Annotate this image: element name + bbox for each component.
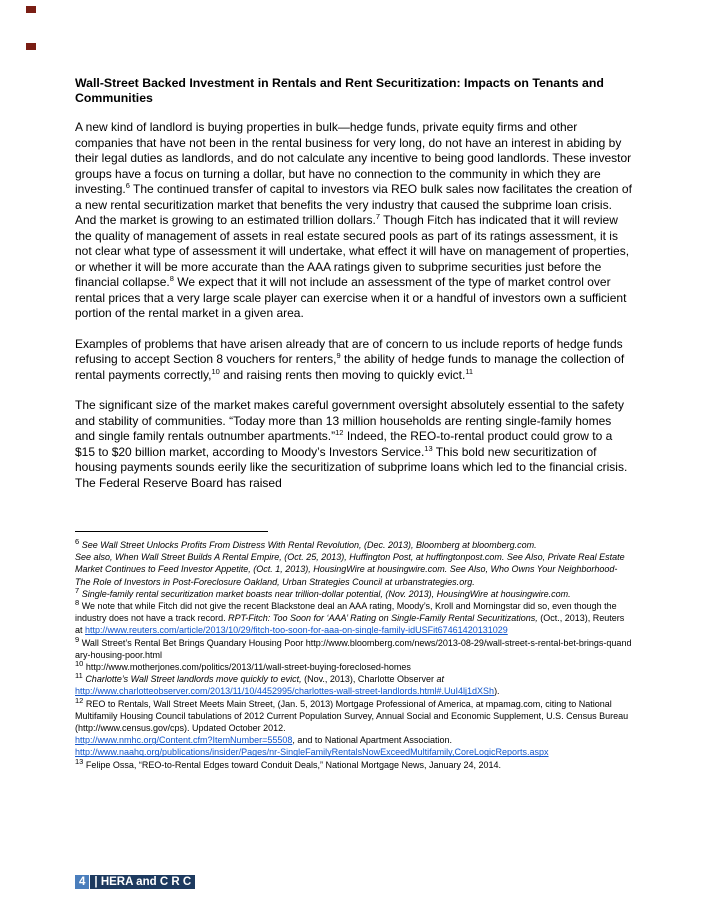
footnote-ref: 8 bbox=[169, 274, 174, 283]
footnote-number: 10 bbox=[75, 659, 84, 669]
page-number: 4 bbox=[75, 875, 89, 889]
footnotes-section bbox=[75, 539, 633, 771]
footnote-ref: 11 bbox=[465, 366, 474, 376]
text-run: RPT-Fitch: Too Soon for ‘AAA’ Rating on Single-Family Rental Securitizations, bbox=[228, 613, 538, 624]
body-paragraph bbox=[75, 120, 633, 322]
text-run: , and to National Apartment Association. bbox=[292, 735, 452, 746]
footnote-number: 13 bbox=[75, 756, 84, 766]
text-run: Single-family rental securitization market boasts near trillion-dollar potential, (Nov. 2013), HousingWire at housingwire.com. bbox=[81, 588, 571, 599]
body-paragraph bbox=[75, 337, 633, 384]
page-footer bbox=[75, 876, 195, 888]
footnote-ref: 6 bbox=[125, 181, 130, 190]
text-run: A new kind of landlord is buying properties in bulk—hedge funds, private equity firms and other companies that have not been in the rental business for very long, do not have an interest in abiding by their legal duties as landlords, and do not calculate any incentive to being good landlords. These investor groups have a focus on turning a dollar, but have no connection to the community in which they are investing. bbox=[75, 120, 632, 196]
text-run: Felipe Ossa, “REO-to-Rental Edges toward Conduit Deals,” National Mortgage News, January 24, 2014. bbox=[85, 759, 502, 770]
text-run: http://www.motherjones.com/politics/2013/11/wall-street-buying-foreclosed-homes bbox=[85, 662, 411, 673]
text-run: We note that while Fitch did not give the recent Blackstone deal an AAA rating, Moody’s, Kroll and Morningstar did so, even though the industry does not have a track record. bbox=[75, 601, 617, 624]
footnote-number: 7 bbox=[75, 585, 80, 595]
footnote-ref: 12 bbox=[335, 428, 344, 437]
footnote-number: 9 bbox=[75, 634, 80, 644]
text-run: Charlotte’s Wall Street landlords move quickly to evict, bbox=[85, 674, 302, 685]
text-run: and raising rents then moving to quickly evict. bbox=[219, 367, 466, 382]
text-run: See Wall Street Unlocks Profits From Distress With Rental Revolution, (Dec. 2013), Bloomberg at bloomberg.com. bbox=[81, 540, 537, 550]
text-run: See also, When Wall Street Builds A Rental Empire, (Oct. 25, 2013), Huffington Post, at huffingtonpost.com. See Also, Private Real Estate Market Continues to Feed Investor Appetite, (Oct. 1, 2013), HousingWire at housingwire.com. See Also, Who Owns Your Neighborhood- The Role of Investors in Post-Foreclosure Oakland, Urban Strategies Council at urbanstrategies.org. bbox=[75, 552, 625, 587]
footnote-number: 11 bbox=[75, 671, 83, 681]
text-run: (Nov., 2013), Charlotte Observer bbox=[301, 674, 437, 685]
footnote-ref: 9 bbox=[336, 351, 341, 360]
footnote bbox=[75, 661, 633, 673]
text-run: The continued transfer of capital to investors via REO bulk sales now facilitates the creation of a new rental securitization market that benefits the very industry that caused the subprime loan crisis. And the market is growing to an estimated trillion dollars. bbox=[75, 182, 632, 227]
text-run: Wall Street’s Rental Bet Brings Quandary Housing Poor bbox=[81, 637, 306, 648]
body-paragraphs bbox=[75, 120, 633, 491]
footnote-ref: 7 bbox=[375, 212, 380, 221]
footnote-ref: 13 bbox=[424, 443, 433, 453]
hyperlink[interactable]: http://www.reuters.com/article/2013/10/29/fitch-too-soon-for-aaa-on-single-family-idUSFit67461420131029 bbox=[85, 625, 508, 636]
footnote-separator bbox=[75, 531, 268, 532]
footnote bbox=[75, 634, 633, 661]
text-run: http://www.bloomberg.com/news/2013-08-29/wall-street-s-rental-bet-brings-quandary-housing-poor.html bbox=[75, 637, 632, 660]
footnote-number: 12 bbox=[75, 695, 84, 705]
text-run: ). bbox=[494, 686, 500, 697]
footnote-ref: 10 bbox=[211, 366, 220, 376]
footnote bbox=[75, 673, 633, 697]
footnote bbox=[75, 695, 633, 759]
hyperlink[interactable]: http://www.nmhc.org/Content.cfm?ItemNumber=55508 bbox=[75, 735, 293, 746]
hyperlink[interactable]: http://www.naahq.org/publications/insider/Pages/nr-SingleFamilyRentalsNowExceedMultifamily,CoreLogicReports.aspx bbox=[75, 747, 549, 758]
margin-mark-icon bbox=[26, 6, 36, 13]
text-run: at bbox=[436, 674, 444, 685]
text-run: The significant size of the market makes careful government oversight absolutely essential to the safety and stability of communities. “Today more than 13 million households are renting single-family homes and single family rentals outnumber apartments.” bbox=[75, 398, 624, 443]
page-title: Wall-Street Backed Investment in Rentals and Rent Securitization: Impacts on Tenants and Communities bbox=[75, 76, 604, 105]
text-run: This bold new securitization of housing payments sounds eerily like the securitization of subprime loans which led to the financial crisis. The Federal Reserve Board has raised bbox=[75, 444, 628, 490]
footnote-number: 6 bbox=[75, 537, 80, 546]
margin-mark-icon bbox=[26, 43, 36, 50]
text-run: REO to Rentals, Wall Street Meets Main Street, (Jan. 5, 2013) Mortgage Professional of America, at mpamag.com, citing to National Multifamily Housing Council tabulations of 2012 Current Population Survey, Annual Social and Economic Supplement, U.S. Census Bureau (http://www.census.gov/cps). Updated October 2012. bbox=[75, 698, 629, 734]
footnote-number: 8 bbox=[75, 598, 80, 608]
hyperlink[interactable]: http://www.charlotteobserver.com/2013/11/10/4452995/charlottes-wall-street-landlords.html#.UuI4lj1dXSh bbox=[75, 686, 495, 697]
text-run: Though Fitch has indicated that it will review the quality of management of assets in real estate secured pools as part of its ratings assessment, it is not clear what type of assessment it will undertake, what effect it will have on management of properties, or whether it will be more accurate than the AAA ratings given to subprime securities just before the financial collapse. bbox=[75, 213, 630, 289]
footnote bbox=[75, 756, 633, 771]
text-run: (Oct., 2013), Reuters at bbox=[75, 613, 625, 636]
text-run: Indeed, the REO-to-rental product could grow to a $15 to $20 billion market, according to Moody’s Investors Service. bbox=[75, 429, 613, 459]
text-run: Examples of problems that have arisen already that are of concern to us include reports of hedge funds refusing to accept Section 8 vouchers for renters, bbox=[75, 336, 623, 366]
footnote bbox=[75, 600, 633, 637]
body-paragraph bbox=[75, 398, 633, 491]
footnote bbox=[75, 539, 633, 588]
text-run: We expect that it will not include an assessment of the type of market control over rental prices that a very large scale player can exercise when it or a handful of investors own a sufficient portion of the rental market in a given area. bbox=[75, 275, 627, 320]
text-run: the ability of hedge funds to manage the collection of rental payments correctly, bbox=[75, 352, 625, 382]
footnote bbox=[75, 585, 633, 600]
page-content bbox=[75, 76, 633, 771]
footer-org-label: | HERA and C R C bbox=[90, 875, 195, 889]
